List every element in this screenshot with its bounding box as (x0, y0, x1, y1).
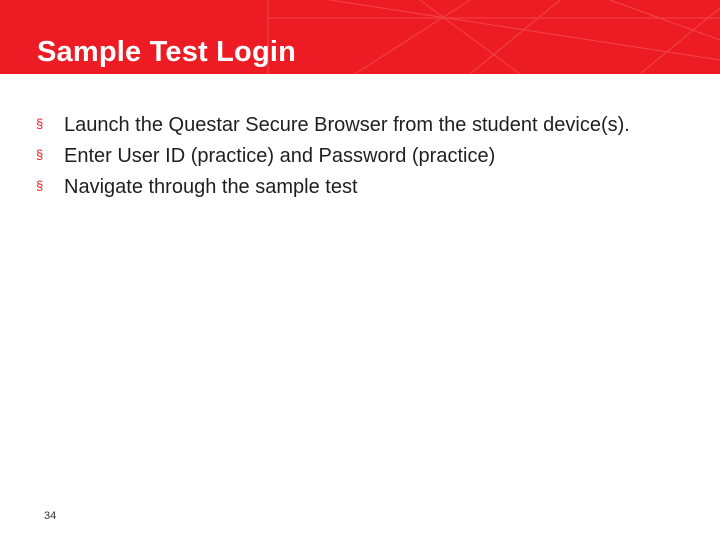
bullet-marker-icon: § (36, 178, 44, 193)
bullet-text: Enter User ID (practice) and Password (practice) (64, 145, 496, 167)
bullet-text: Navigate through the sample test (64, 176, 358, 198)
bullet-item (36, 143, 676, 169)
page-number: 34 (44, 510, 57, 522)
bullet-text: Launch the Questar Secure Browser from the student device(s). (64, 114, 630, 136)
bullet-list (36, 112, 676, 205)
slide-title: Sample Test Login (37, 36, 297, 68)
bullet-marker-icon: § (36, 147, 44, 162)
bullet-item (36, 174, 676, 200)
bullet-marker-icon: § (36, 116, 44, 131)
bullet-item (36, 112, 676, 138)
header-banner (0, 0, 720, 74)
